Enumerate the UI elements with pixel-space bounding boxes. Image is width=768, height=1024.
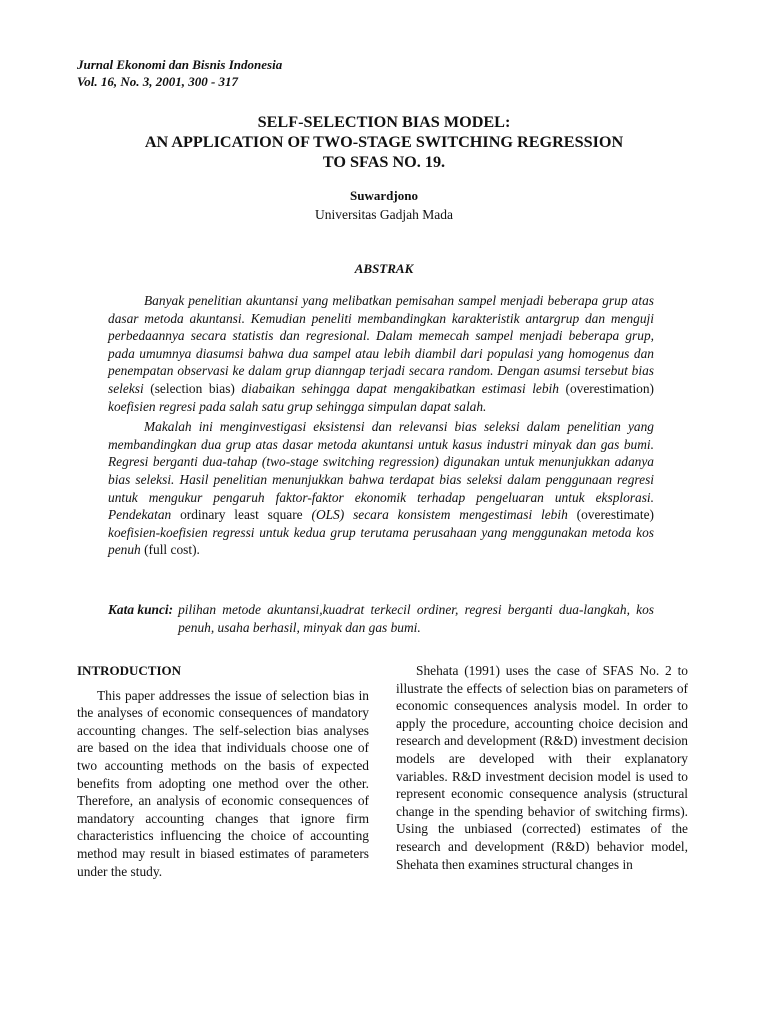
abstract-p2-text-c: (OLS) secara konsistem mengestimasi lebih bbox=[311, 507, 568, 523]
abstract-p2-text-a: Makalah ini menginvestigasi eksistensi dan relevansi bias seleksi dalam penelitian yang membandingkan dua grup atas dasar metoda akuntansi untuk kasus industri minyak dan gas bumi. Regresi berganti dua-tahap (two-stage switching regression) digunakan untuk menunjukkan adanya bias seleksi. Hasil penelitian menunjukkan bahwa terdapat bias seleksi dalam penggunaan regresi untuk mengukur pengaruh faktor-faktor ekonomik terhadap pengeluaran untuk eksplorasi. Pendekatan bbox=[108, 419, 654, 523]
abstract-body bbox=[108, 292, 654, 559]
paper-title bbox=[60, 112, 708, 172]
journal-name: Jurnal Ekonomi dan Bisnis Indonesia bbox=[77, 57, 283, 72]
journal-header bbox=[77, 56, 282, 90]
abstract-p1-text-c: diabaikan sehingga dapat mengakibatkan estimasi lebih bbox=[241, 380, 559, 396]
introduction-paragraph-left: This paper addresses the issue of selection bias in the analyses of economic consequences of mandatory accounting changes. The self-selection bias analyses are based on the idea that individuals choose one of two accounting methods on the basis of expected benefits from adopting one method over the other. Therefore, an analysis of economic consequences of mandatory accounting changes that ignore firm characteristics influencing the choice of accounting method may result in biased estimates of parameters under the study. bbox=[77, 687, 369, 879]
abstract-p1-text-d: (overestimation) bbox=[565, 380, 655, 396]
author-name: Suwardjono bbox=[350, 188, 418, 203]
section-heading-introduction: INTRODUCTION bbox=[77, 663, 182, 678]
abstract-p2-text-b: ordinary least square bbox=[180, 507, 303, 523]
title-line-2: AN APPLICATION OF TWO-STAGE SWITCHING REGRESSION bbox=[144, 133, 624, 151]
right-column bbox=[396, 662, 688, 873]
abstract-heading: ABSTRAK bbox=[354, 261, 414, 276]
keywords bbox=[108, 601, 654, 636]
title-line-1: SELF-SELECTION BIAS MODEL: bbox=[257, 113, 511, 131]
keywords-text: pilihan metode akuntansi,kuadrat terkecil ordiner, regresi berganti dua-langkah, kos penuh, usaha berhasil, minyak dan gas bumi. bbox=[178, 602, 654, 635]
keywords-label: Kata kunci: bbox=[108, 602, 174, 617]
abstract-p1-text-b: (selection bias) bbox=[150, 380, 235, 396]
abstract-p1-text-e: koefisien regresi pada salah satu grup sehingga simpulan dapat salah. bbox=[108, 398, 487, 414]
abstract-paragraph-1 bbox=[108, 292, 654, 415]
abstract-p1-text-a: Banyak penelitian akuntansi yang melibatkan pemisahan sampel menjadi beberapa grup atas dasar metoda akuntansi. Kemudian peneliti membandingkan karakteristik antargrup dan menguji perbedaannya secara statistis dan regresional. Dalam memecah sampel menjadi beberapa grup, pada umumnya diasumsi bahwa dua sampel atau lebih diambil dari populasi yang homogenus dan penempatan observasi ke dalam grup dianngap terjadi secara random. Dengan asumsi tersebut bias seleksi bbox=[108, 293, 654, 396]
abstract-p2-text-e: koefisien-koefisien regressi untuk kedua grup terutama perusahaan yang menggunakan metoda kos penuh bbox=[108, 524, 654, 558]
abstract-p2-text-f: (full cost). bbox=[144, 542, 200, 558]
journal-volume: Vol. 16, No. 3, 2001, 300 - 317 bbox=[77, 74, 239, 89]
author-affiliation: Universitas Gadjah Mada bbox=[315, 207, 453, 222]
abstract-p2-text-d: (overestimate) bbox=[576, 507, 654, 523]
abstract-paragraph-2 bbox=[108, 418, 654, 559]
introduction-paragraph-right: Shehata (1991) uses the case of SFAS No. 2 to illustrate the effects of selection bias on parameters of economic consequences analysis model. In order to apply the procedure, accounting choice decision and research and development (R&D) investment decision models are developed with their explanatory variables. R&D investment decision model is used to represent economic consequence analysis (structural change in the spending behavior of switching firms). Using the unbiased (corrected) estimates of the research and development (R&D) behavior model, Shehata then examines structural changes in bbox=[396, 663, 688, 872]
title-line-3: TO SFAS NO. 19. bbox=[322, 153, 446, 171]
left-column bbox=[77, 662, 369, 880]
